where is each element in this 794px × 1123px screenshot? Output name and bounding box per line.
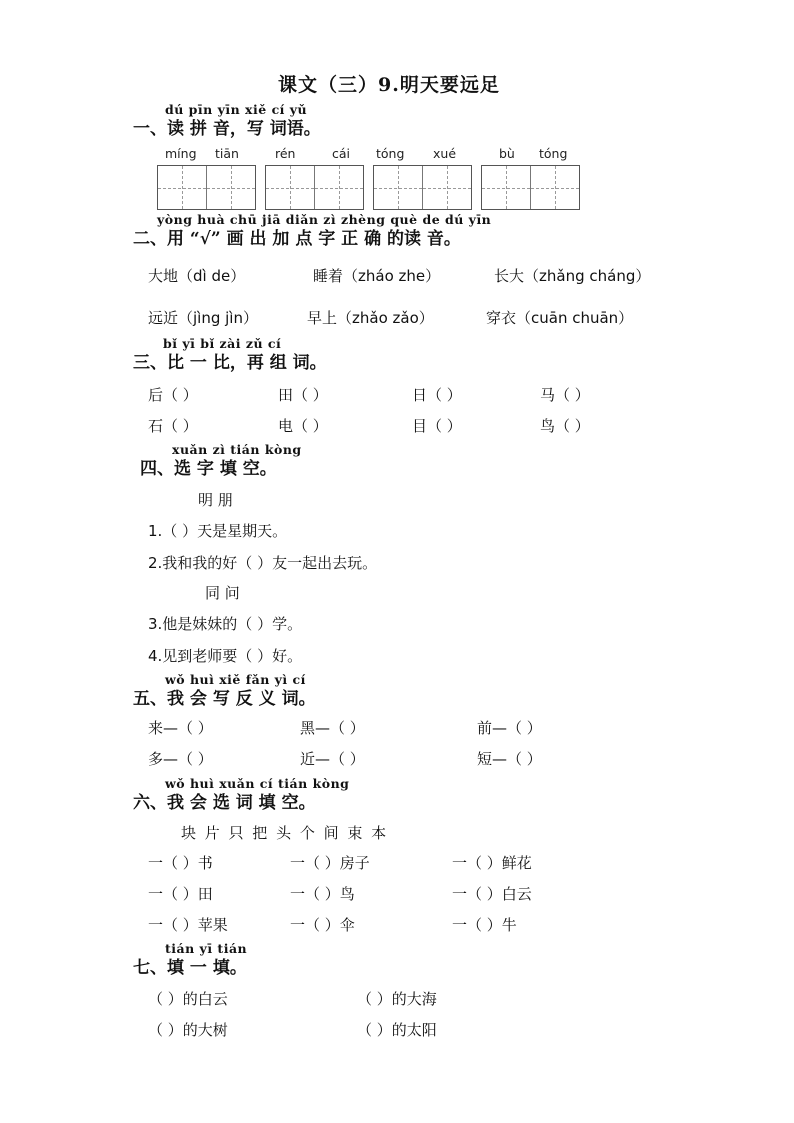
grid-pinyin: bù bbox=[499, 146, 515, 161]
measure-word-item[interactable]: 一（ ）书 bbox=[148, 854, 213, 872]
pinyin-choice-item[interactable]: 远近（jìng jìn） bbox=[148, 309, 258, 327]
word-choices: 同 问 bbox=[205, 584, 240, 602]
compare-item[interactable]: 目（ ） bbox=[412, 417, 462, 435]
measure-word-item[interactable]: 一（ ）白云 bbox=[452, 885, 532, 903]
writing-grid[interactable] bbox=[373, 165, 472, 210]
fill-phrase-item[interactable]: （ ）的大树 bbox=[148, 1021, 228, 1039]
pinyin-choice-item[interactable]: 大地（dì de） bbox=[148, 267, 246, 285]
section-5-pinyin: wǒ huì xiě fǎn yì cí bbox=[165, 672, 306, 687]
measure-word-item[interactable]: 一（ ）房子 bbox=[290, 854, 370, 872]
section-2-heading: 二、用 “√” 画 出 加 点 字 正 确 的读 音。 bbox=[133, 229, 461, 249]
antonym-item[interactable]: 短—（ ） bbox=[477, 750, 542, 768]
measure-word-item[interactable]: 一（ ）田 bbox=[148, 885, 213, 903]
section-4-heading: 四、选 字 填 空。 bbox=[140, 459, 277, 479]
measure-word-item[interactable]: 一（ ）牛 bbox=[452, 916, 517, 934]
compare-item[interactable]: 后（ ） bbox=[148, 386, 198, 404]
grid-pinyin: cái bbox=[332, 146, 351, 161]
section-6-heading: 六、我 会 选 词 填 空。 bbox=[133, 793, 316, 813]
word-choices: 明 朋 bbox=[198, 491, 233, 509]
pinyin-choice-item[interactable]: 睡着（zháo zhe） bbox=[313, 267, 441, 285]
fill-sentence[interactable]: 3.他是妹妹的（ ）学。 bbox=[148, 615, 303, 633]
pinyin-choice-item[interactable]: 长大（zhǎng cháng） bbox=[494, 267, 651, 285]
compare-item[interactable]: 鸟（ ） bbox=[540, 417, 590, 435]
fill-sentence[interactable]: 2.我和我的好（ ）友一起出去玩。 bbox=[148, 554, 378, 572]
section-5-heading: 五、我 会 写 反 义 词。 bbox=[133, 689, 316, 709]
section-2-pinyin: yòng huà chū jiā diǎn zì zhèng què de dú yīn bbox=[157, 212, 492, 227]
fill-sentence[interactable]: 1.（ ）天是星期天。 bbox=[148, 522, 288, 540]
measure-word-item[interactable]: 一（ ）鲜花 bbox=[452, 854, 532, 872]
compare-item[interactable]: 田（ ） bbox=[278, 386, 328, 404]
antonym-item[interactable]: 近—（ ） bbox=[300, 750, 365, 768]
grid-pinyin: rén bbox=[275, 146, 296, 161]
section-6-pinyin: wǒ huì xuǎn cí tián kòng bbox=[165, 776, 350, 791]
grid-pinyin: tiān bbox=[215, 146, 239, 161]
writing-grid[interactable] bbox=[157, 165, 256, 210]
section-7-heading: 七、填 一 填。 bbox=[133, 958, 247, 978]
section-1-heading: 一、读 拼 音，写 词语。 bbox=[133, 119, 321, 139]
antonym-item[interactable]: 黑—（ ） bbox=[300, 719, 365, 737]
fill-phrase-item[interactable]: （ ）的太阳 bbox=[357, 1021, 437, 1039]
pinyin-choice-item[interactable]: 早上（zhǎo zǎo） bbox=[307, 309, 434, 327]
measure-word-item[interactable]: 一（ ）鸟 bbox=[290, 885, 355, 903]
section-3-pinyin: bǐ yī bǐ zài zǔ cí bbox=[163, 336, 282, 351]
fill-sentence[interactable]: 4.见到老师要（ ）好。 bbox=[148, 647, 303, 665]
antonym-item[interactable]: 多—（ ） bbox=[148, 750, 213, 768]
page-title: 课文（三）9.明天要远足 bbox=[278, 74, 500, 96]
writing-grid[interactable] bbox=[265, 165, 364, 210]
grid-pinyin: míng bbox=[165, 146, 197, 161]
pinyin-choice-item[interactable]: 穿衣（cuān chuān） bbox=[486, 309, 634, 327]
grid-pinyin: xué bbox=[433, 146, 457, 161]
measure-word-item[interactable]: 一（ ）苹果 bbox=[148, 916, 228, 934]
antonym-item[interactable]: 前—（ ） bbox=[477, 719, 542, 737]
grid-pinyin: tóng bbox=[539, 146, 568, 161]
writing-grid[interactable] bbox=[481, 165, 580, 210]
section-3-heading: 三、比 一 比，再 组 词。 bbox=[133, 353, 327, 373]
fill-phrase-item[interactable]: （ ）的白云 bbox=[148, 990, 228, 1008]
fill-phrase-item[interactable]: （ ）的大海 bbox=[357, 990, 437, 1008]
compare-item[interactable]: 日（ ） bbox=[412, 386, 462, 404]
compare-item[interactable]: 马（ ） bbox=[540, 386, 590, 404]
section-1-pinyin: dú pīn yīn xiě cí yǔ bbox=[165, 102, 308, 117]
grid-pinyin: tóng bbox=[376, 146, 405, 161]
antonym-item[interactable]: 来—（ ） bbox=[148, 719, 213, 737]
section-4-pinyin: xuǎn zì tián kòng bbox=[172, 442, 302, 457]
section-7-pinyin: tián yī tián bbox=[165, 941, 248, 956]
compare-item[interactable]: 电（ ） bbox=[278, 417, 328, 435]
compare-item[interactable]: 石（ ） bbox=[148, 417, 198, 435]
measure-word-choices: 块 片 只 把 头 个 间 束 本 bbox=[181, 824, 389, 842]
measure-word-item[interactable]: 一（ ）伞 bbox=[290, 916, 355, 934]
